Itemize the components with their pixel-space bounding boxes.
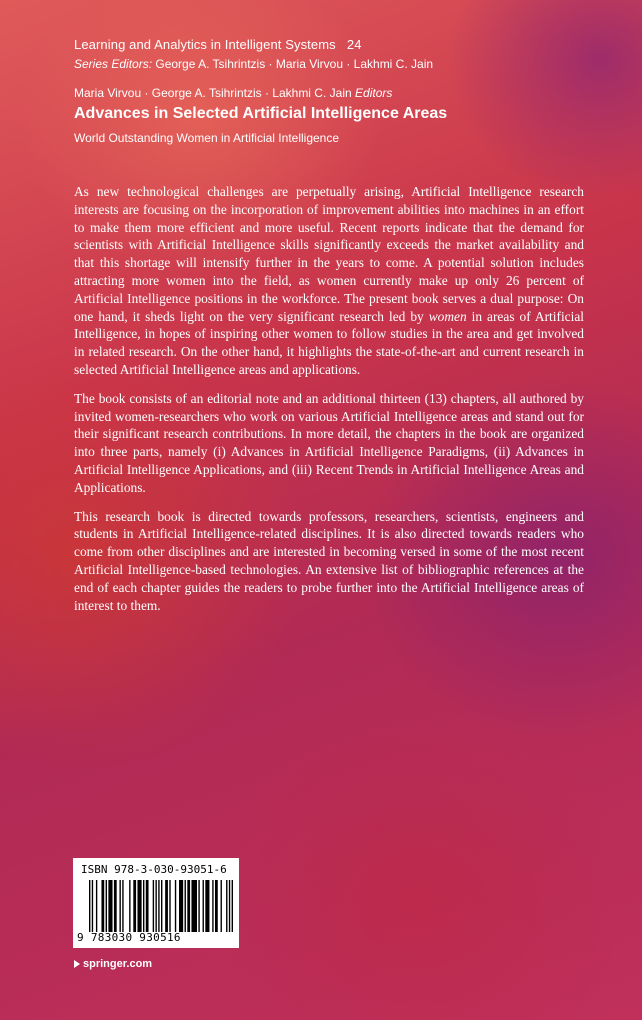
- barcode-bar: [106, 880, 107, 932]
- barcode-bar: [143, 880, 144, 932]
- barcode-bar: [169, 880, 170, 932]
- blurb-paragraph-3: This research book is directed towards professors, researchers, scientists, engineers and students in Artificial Intelligence-related disciplines. It is also directed towards readers who come from other disciplines and are interested in becoming versed in some of the most recent Artificial Intelligence-based technologies. An extensive list of bibliographic references at the end of each chapter guides the readers to probe further into the Artificial Intelligence areas of interest to them.: [74, 508, 584, 613]
- barcode-bar: [155, 880, 156, 932]
- barcode-bars: [89, 880, 233, 932]
- barcode-bar: [191, 880, 197, 932]
- publisher-link[interactable]: [74, 958, 152, 970]
- series-editors: George A. Tsihrintzis · Maria Virvou · Lakhmi C. Jain: [155, 57, 434, 71]
- barcode-bar: [96, 880, 97, 932]
- barcode-bar: [185, 880, 186, 932]
- barcode-bar: [221, 880, 222, 932]
- isbn-label: ISBN 978-3-030-93051-6: [81, 863, 227, 876]
- barcode-bar: [101, 880, 104, 932]
- barcode-bar: [119, 880, 120, 932]
- barcode-bar: [137, 880, 141, 932]
- barcode-bar: [179, 880, 183, 932]
- barcode-bar: [187, 880, 190, 932]
- barcode-bar: [108, 880, 112, 932]
- blurb-p1-start: As new technological challenges are perpetually arising, Artificial Intelligence research interests are focusing on the incorporation of improvement abilities into machines in an effort to make them more efficient and more useful. Recent reports indicate that the demand for scientists with Artificial Intelligence skills significantly exceeds the market availability and that this shortage will intensify further in the years to come. A potential solution includes attracting more women into the field, as women currently make up only 26 percent of Artificial Intelligence positions in the workforce. The present book serves a dual purpose: On one hand, it sheds light on the very significant research led by: [74, 184, 584, 324]
- barcode-bar: [198, 880, 199, 932]
- barcode-bar: [215, 880, 218, 932]
- series-title-line: [74, 37, 362, 52]
- barcode-bar: [205, 880, 209, 932]
- barcode-bar: [158, 880, 159, 932]
- book-subtitle: World Outstanding Women in Artificial Intelligence: [74, 131, 340, 145]
- barcode-bar: [232, 880, 233, 932]
- volume-editors-line: [74, 86, 392, 100]
- blurb: [74, 183, 584, 625]
- barcode-bar: [161, 880, 162, 932]
- blurb-paragraph-2: The book consists of an editorial note and an additional thirteen (13) chapters, all authored by invited women-researchers who work on various Artificial Intelligence areas and stand out for their significant research contributions. In more detail, the chapters in the book are organized into three parts, namely (i) Advances in Artificial Intelligence Paradigms, (ii) Advances in Artificial Intelligence Applications, and (iii) Recent Trends in Artificial Intelligence Areas and Applications.: [74, 390, 584, 495]
- blurb-p1-end: in areas of Artificial Intelligence, in hopes of inspiring other women to follow studies in the area and get involved in related research. On the other hand, it highlights the state-of-the-art and current research in selected Artificial Intelligence areas and applications.: [74, 308, 584, 377]
- volume-editors-label: Editors: [355, 86, 393, 100]
- blurb-paragraph-1: [74, 183, 584, 379]
- barcode-bar: [92, 880, 93, 932]
- book-title: Advances in Selected Artificial Intelligence Areas: [74, 105, 448, 122]
- barcode-digits: 9 783030 930516: [77, 931, 181, 944]
- blurb-p1-emphasis: women: [428, 308, 467, 324]
- barcode-bar: [129, 880, 130, 932]
- barcode-bar: [165, 880, 168, 932]
- barcode-bar: [146, 880, 149, 932]
- series-volume: 24: [346, 37, 362, 52]
- barcode-bar: [133, 880, 136, 932]
- barcode-bar: [203, 880, 204, 932]
- barcode-bar: [226, 880, 227, 932]
- barcode-bar: [114, 880, 117, 932]
- barcode-bar: [153, 880, 154, 932]
- publisher-url: springer.com: [83, 958, 153, 970]
- series-editors-line: [74, 57, 433, 71]
- barcode-bar: [212, 880, 213, 932]
- series-title: Learning and Analytics in Intelligent Systems: [74, 37, 336, 52]
- barcode-bar: [229, 880, 230, 932]
- barcode-bar: [89, 880, 90, 932]
- isbn-barcode: [73, 858, 239, 948]
- volume-editors: Maria Virvou · George A. Tsihrintzis · Lakhmi C. Jain: [74, 86, 352, 100]
- barcode-bar: [122, 880, 123, 932]
- triangle-right-icon: [74, 960, 80, 968]
- series-editors-label: Series Editors:: [74, 57, 153, 71]
- barcode-bar: [175, 880, 176, 932]
